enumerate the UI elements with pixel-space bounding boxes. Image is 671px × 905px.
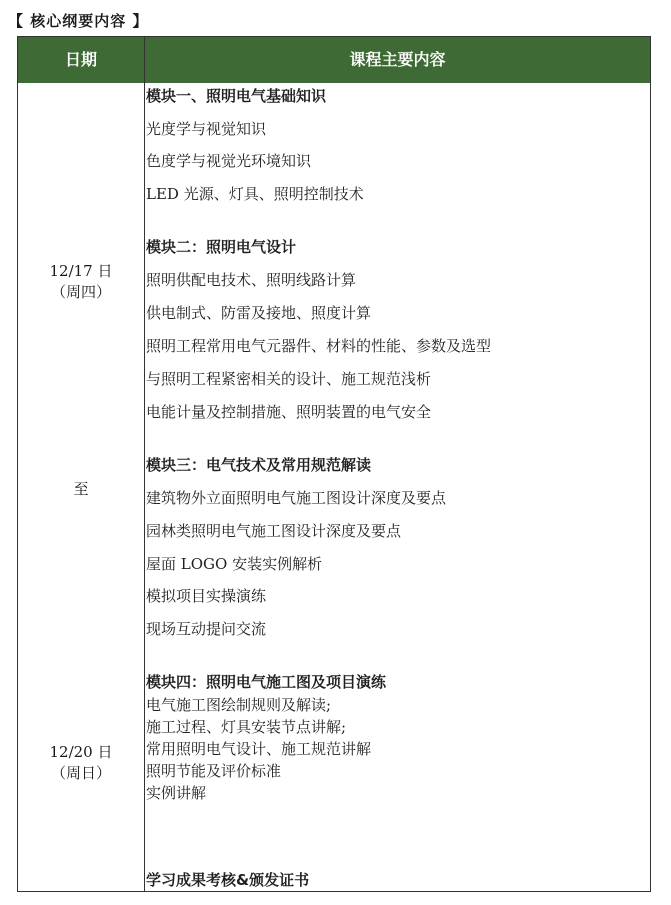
content-item: 照明工程常用电气元器件、材料的性能、参数及选型 xyxy=(146,337,492,355)
content-column-header: 课程主要内容 xyxy=(349,50,446,69)
date-cell xyxy=(18,83,145,891)
content-item: 与照明工程紧密相关的设计、施工规范浅析 xyxy=(146,370,432,388)
start-weekday: （周四） xyxy=(50,283,111,301)
content-item: 照明供配电技术、照明线路计算 xyxy=(146,271,357,289)
content-item: 实例讲解 xyxy=(146,784,207,802)
final-assessment: 学习成果考核&颁发证书 xyxy=(146,871,310,889)
content-item: 建筑物外立面照明电气施工图设计深度及要点 xyxy=(146,489,447,507)
content-item: 现场互动提问交流 xyxy=(146,620,267,638)
module-heading: 模块四：照明电气施工图及项目演练 xyxy=(146,673,387,691)
content-cell xyxy=(145,83,650,891)
content-item: 光度学与视觉知识 xyxy=(146,120,267,138)
end-date: 12/20 日 xyxy=(49,743,113,761)
course-outline-table xyxy=(17,36,651,892)
content-item: 供电制式、防雷及接地、照度计算 xyxy=(146,304,372,322)
end-weekday: （周日） xyxy=(50,764,111,782)
module-heading: 模块一、照明电气基础知识 xyxy=(146,87,327,105)
module-heading: 模块二：照明电气设计 xyxy=(146,238,297,256)
content-item: 模拟项目实操演练 xyxy=(146,587,267,605)
content-item: 屋面 LOGO 安装实例解析 xyxy=(146,555,323,573)
content-item: 园林类照明电气施工图设计深度及要点 xyxy=(146,522,402,540)
content-item: 照明节能及评价标准 xyxy=(146,762,282,780)
section-heading: 【 核心纲要内容 】 xyxy=(8,12,149,30)
start-date: 12/17 日 xyxy=(49,262,113,280)
date-range-separator: 至 xyxy=(73,480,89,498)
content-item: LED 光源、灯具、照明控制技术 xyxy=(146,185,364,203)
module-heading: 模块三：电气技术及常用规范解读 xyxy=(146,456,372,474)
content-item: 施工过程、灯具安装节点讲解; xyxy=(146,718,347,736)
table-header-row xyxy=(18,37,650,83)
date-column-header: 日期 xyxy=(18,37,145,83)
content-item: 常用照明电气设计、施工规范讲解 xyxy=(146,740,372,758)
content-item: 电能计量及控制措施、照明装置的电气安全 xyxy=(146,403,432,421)
content-item: 色度学与视觉光环境知识 xyxy=(146,152,312,170)
content-item: 电气施工图绘制规则及解读; xyxy=(146,696,332,714)
